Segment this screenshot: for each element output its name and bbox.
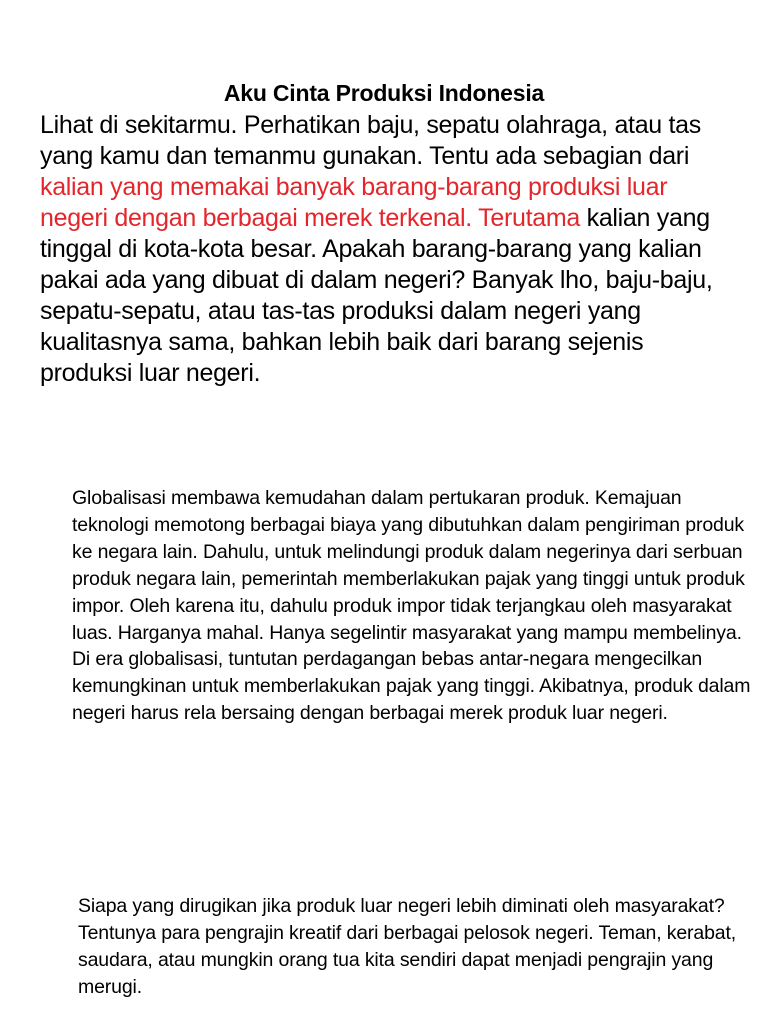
intro-text-start: Lihat di sekitarmu. Perhatikan baju, sepatu olahraga, atau tas yang kamu dan temanmu gunakan. Tentu ada sebagian dari xyxy=(40,111,701,170)
page-title: Aku Cinta Produksi Indonesia xyxy=(223,80,545,106)
globalisasi-paragraph: Globalisasi membawa kemudahan dalam pertukaran produk. Kemajuan teknologi memotong berbagai biaya yang dibutuhkan dalam pengiriman produk ke negara lain. Dahulu, untuk melindungi produk dalam negerinya dari serbuan produk negara lain, pemerintah memberlakukan pajak yang tinggi untuk produk impor. Oleh karena itu, dahulu produk impor tidak terjangkau oleh masyarakat luas. Harganya mahal. Hanya segelintir masyarakat yang mampu membelinya. Di era globalisasi, tuntutan perdagangan bebas antar-negara mengecilkan kemungkinan untuk memberlakukan pajak yang tinggi. Akibatnya, produk dalam negeri harus rela bersaing dengan berbagai merek produk luar negeri. xyxy=(72,487,751,725)
intro-highlight-text: kalian yang memakai banyak barang-barang produksi luar negeri dengan berbagai merek terkenal. Terutama xyxy=(40,173,668,232)
intro-text-end: kalian yang tinggal di kota-kota besar. Apakah barang-barang yang kalian pakai ada yang dibuat di dalam negeri? Banyak lho, baju-baju, sepatu-sepatu, atau tas-tas produksi dalam negeri yang kualitasnya sama, bahkan lebih baik dari barang sejenis produksi luar negeri. xyxy=(40,204,713,387)
intro-paragraph xyxy=(40,110,740,389)
pengrajin-paragraph: Siapa yang dirugikan jika produk luar negeri lebih diminati oleh masyarakat? Tentunya para pengrajin kreatif dari berbagai pelosok negeri. Teman, kerabat, saudara, atau mungkin orang tua kita sendiri dapat menjadi pengrajin yang merugi. xyxy=(78,895,737,998)
